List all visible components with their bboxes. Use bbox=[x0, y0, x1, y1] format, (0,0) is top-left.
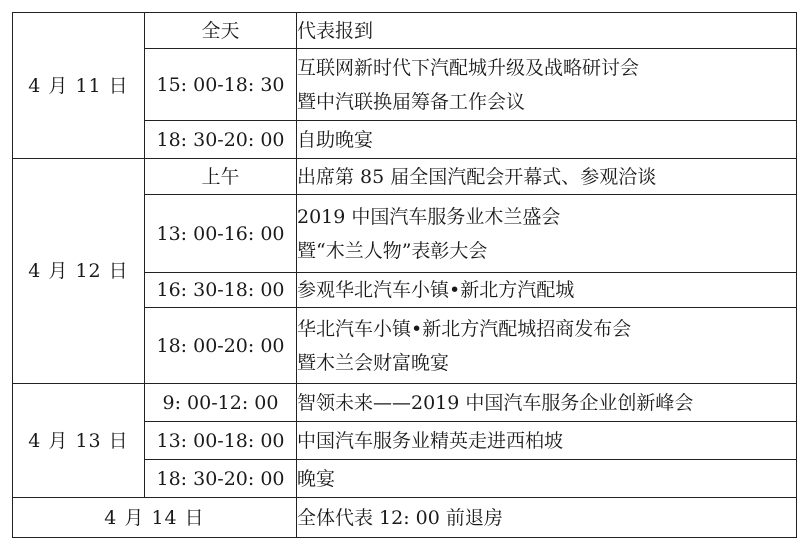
event-line: 华北汽车小镇•新北方汽配城招商发布会 bbox=[297, 317, 632, 340]
event-cell bbox=[297, 308, 797, 384]
event-line: 智领未来——2019 中国汽车服务企业创新峰会 bbox=[297, 391, 694, 414]
event-line: 暨中汽联换届筹备工作会议 bbox=[297, 90, 526, 113]
date-cell: 4 月 11 日 bbox=[13, 13, 145, 159]
event-cell bbox=[297, 384, 797, 422]
table-row bbox=[13, 384, 797, 422]
date-cell: 4 月 14 日 bbox=[13, 498, 297, 538]
event-cell bbox=[297, 121, 797, 159]
table-row bbox=[13, 159, 797, 195]
event-line: 参观华北汽车小镇•新北方汽配城 bbox=[297, 279, 575, 301]
event-line: 自助晚宴 bbox=[297, 128, 374, 151]
time-cell: 全天 bbox=[145, 13, 297, 49]
time-cell: 上午 bbox=[145, 159, 297, 195]
event-line: 代表报到 bbox=[297, 19, 374, 42]
time-cell: 13: 00-16: 00 bbox=[145, 195, 297, 273]
event-line: 暨“木兰人物”表彰大会 bbox=[297, 239, 488, 262]
time-cell: 18: 00-20: 00 bbox=[145, 308, 297, 384]
event-line: 暨木兰会财富晚宴 bbox=[297, 351, 450, 374]
event-cell bbox=[297, 195, 797, 273]
event-cell bbox=[297, 498, 797, 538]
time-cell: 18: 30-20: 00 bbox=[145, 121, 297, 159]
schedule-table bbox=[12, 12, 797, 538]
event-cell bbox=[297, 49, 797, 121]
event-cell bbox=[297, 13, 797, 49]
date-cell: 4 月 13 日 bbox=[13, 384, 145, 498]
event-cell bbox=[297, 460, 797, 498]
table-row bbox=[13, 498, 797, 538]
event-line: 互联网新时代下汽配城升级及战略研讨会 bbox=[297, 56, 640, 79]
table-row bbox=[13, 13, 797, 49]
event-line: 中国汽车服务业精英走进西柏坡 bbox=[297, 429, 564, 452]
event-line: 2019 中国汽车服务业木兰盛会 bbox=[297, 205, 561, 228]
event-cell bbox=[297, 422, 797, 460]
event-cell bbox=[297, 273, 797, 308]
event-cell bbox=[297, 159, 797, 195]
event-line: 全体代表 12: 00 前退房 bbox=[297, 506, 503, 529]
time-cell: 15: 00-18: 30 bbox=[145, 49, 297, 121]
time-cell: 13: 00-18: 00 bbox=[145, 422, 297, 460]
time-cell: 16: 30-18: 00 bbox=[145, 273, 297, 308]
date-cell: 4 月 12 日 bbox=[13, 159, 145, 384]
time-cell: 18: 30-20: 00 bbox=[145, 460, 297, 498]
event-line: 出席第 85 届全国汽配会开幕式、参观洽谈 bbox=[297, 165, 657, 188]
time-cell: 9: 00-12: 00 bbox=[145, 384, 297, 422]
event-line: 晚宴 bbox=[297, 467, 336, 490]
